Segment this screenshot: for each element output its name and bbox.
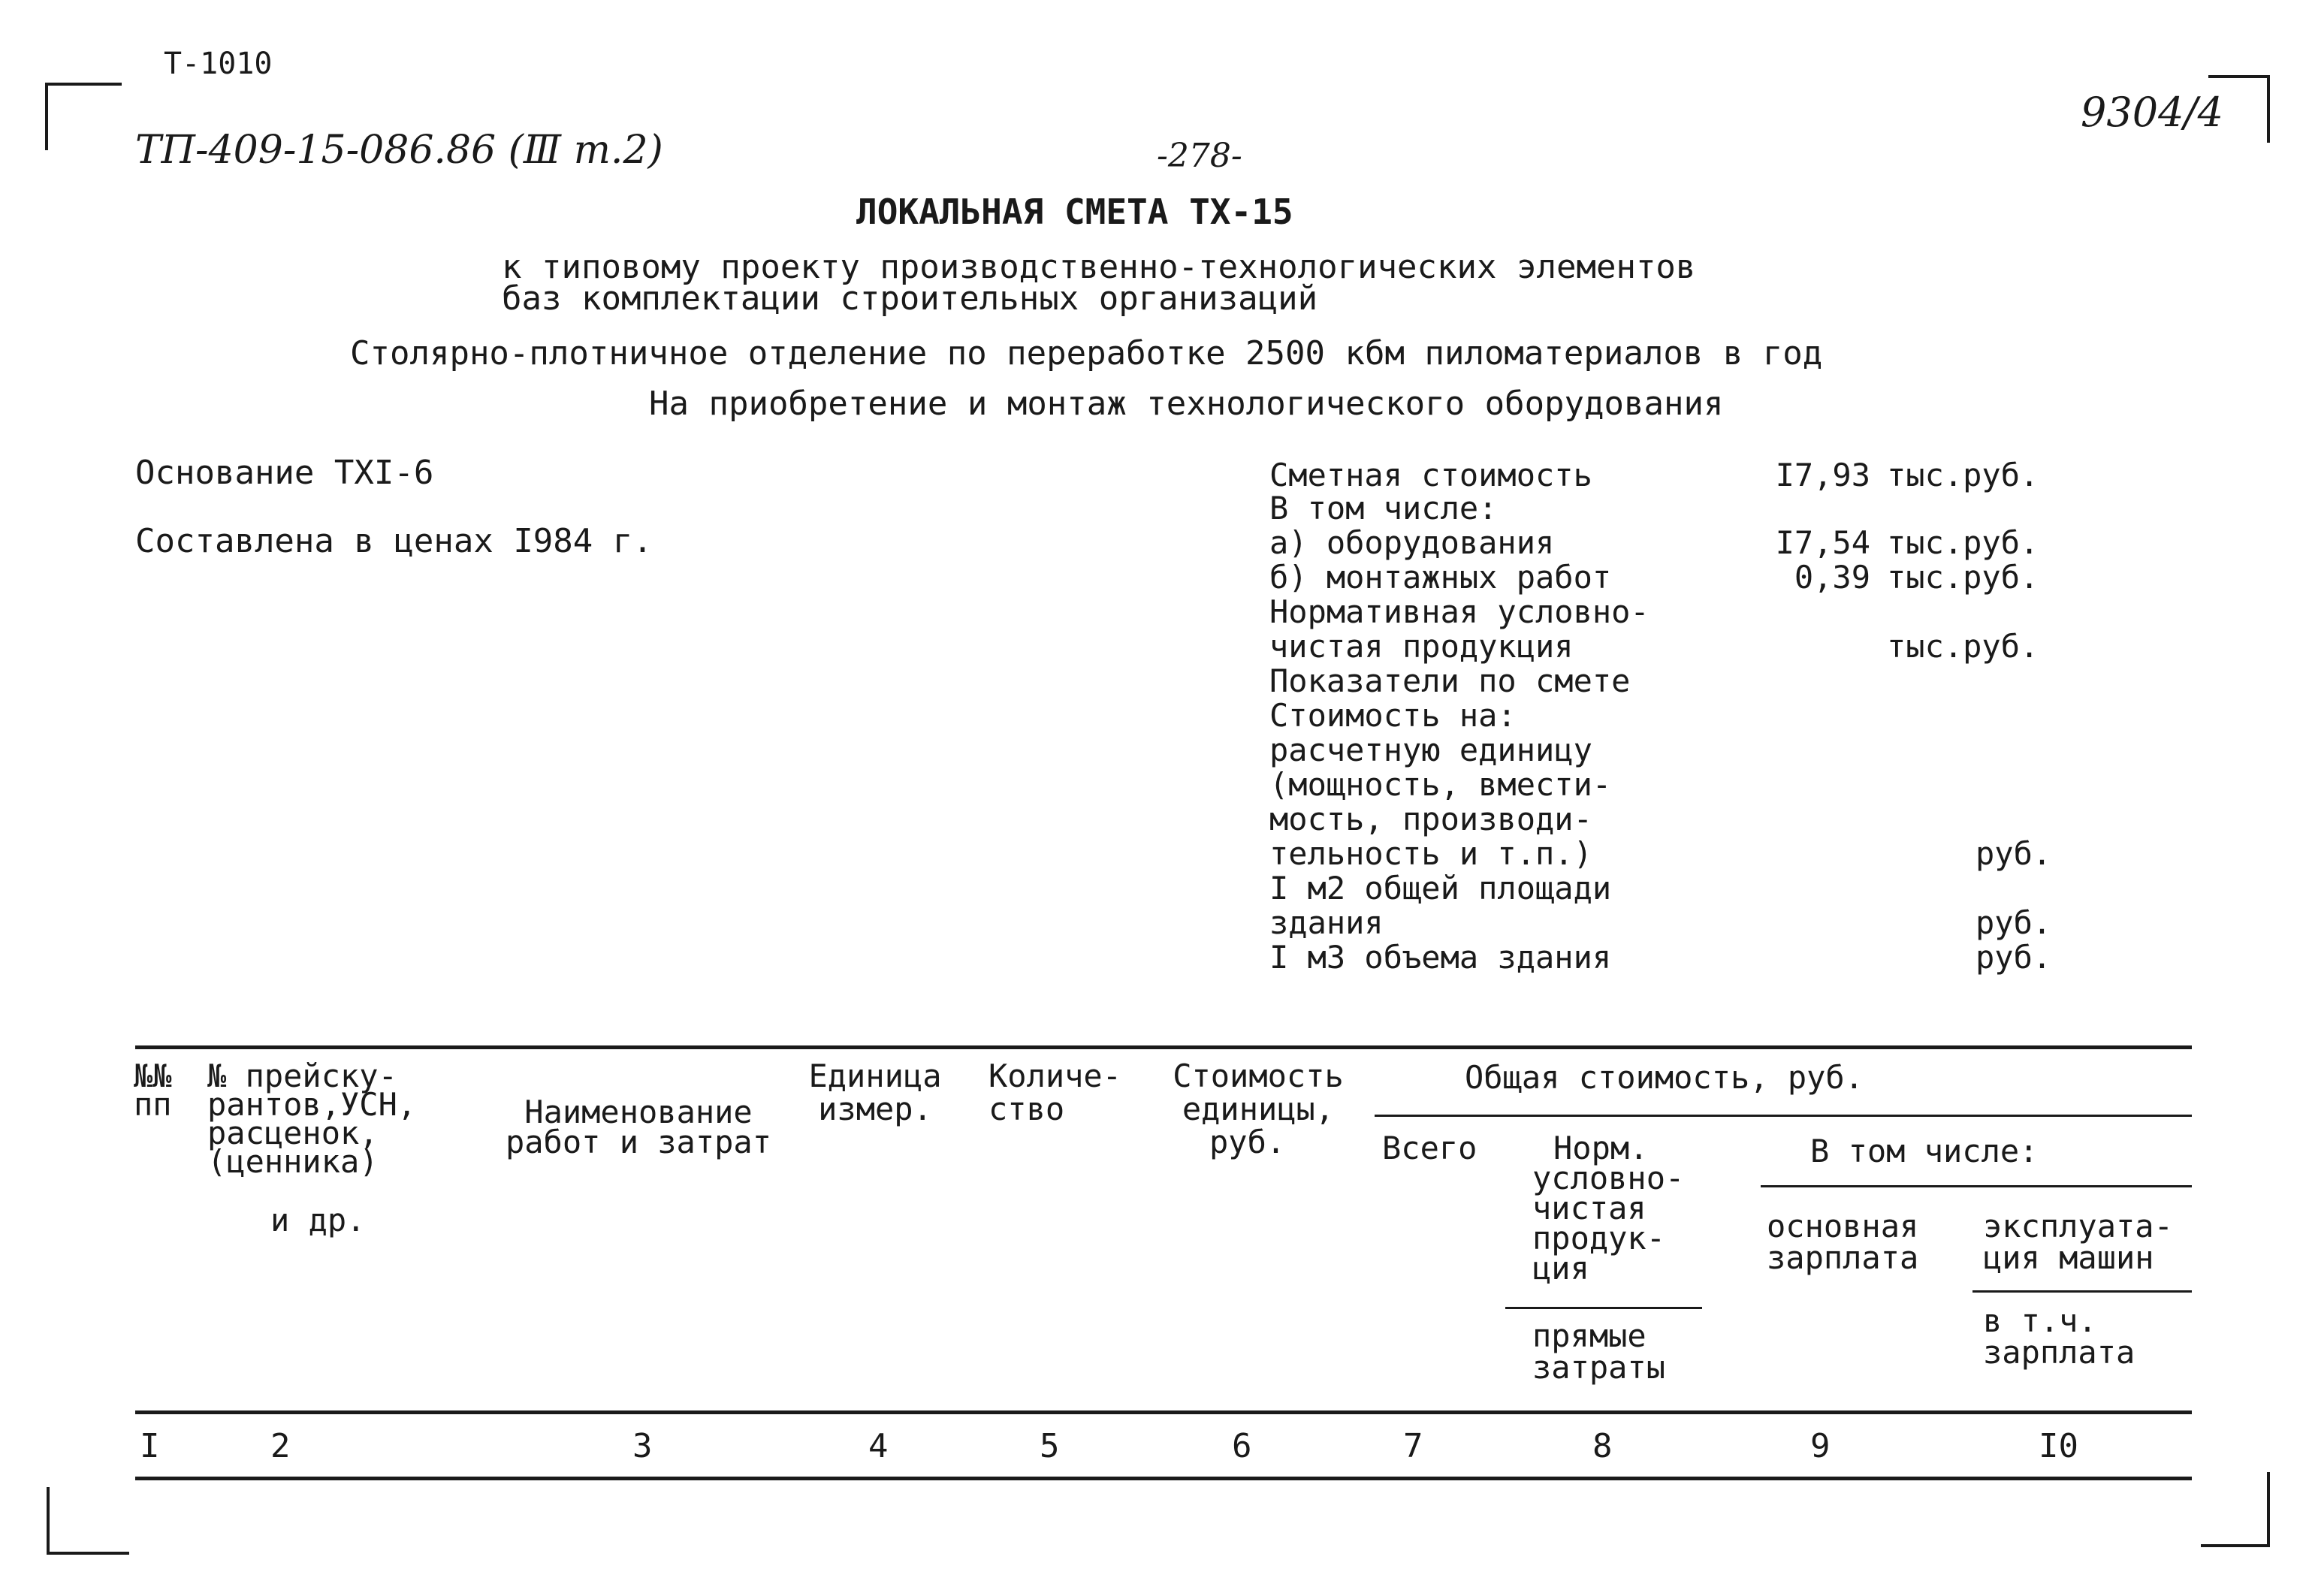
total-cost-underline: [1375, 1115, 2192, 1117]
purpose-line: На приобретение и монтаж технологического оборудования: [649, 385, 1724, 423]
normative-label-1: Нормативная условно-: [1269, 593, 1650, 630]
equipment-unit: тыс.руб.: [1887, 524, 2039, 561]
header-bottom-rule: [135, 1410, 2192, 1414]
indicators-label: Показатели по смете: [1269, 662, 1631, 699]
cost-per-label: Стоимость на:: [1269, 697, 1517, 734]
col8-header-top-line5: ция: [1532, 1250, 1589, 1287]
col1-header-line2: пп: [134, 1086, 172, 1123]
col6-header-line1: Стоимость: [1173, 1057, 1344, 1094]
inventory-number: 9304/4: [2081, 89, 2223, 136]
including-label: В том числе:: [1269, 490, 1498, 526]
col6-header-line3: руб.: [1209, 1124, 1286, 1160]
corner-mark-bottom-left-h: [47, 1552, 129, 1555]
column-number-8: 8: [1592, 1427, 1613, 1465]
corner-mark-bottom-left-v: [47, 1487, 50, 1555]
installation-unit: тыс.руб.: [1887, 559, 2039, 596]
col8-header-top-line1: Норм.: [1553, 1130, 1649, 1166]
estimated-cost-label: Сметная стоимость: [1269, 457, 1592, 493]
col7-header: Всего: [1382, 1130, 1477, 1166]
col8-header-top-line2: условно-: [1532, 1160, 1685, 1196]
col10-header-top-line1: эксплуата-: [1983, 1208, 2173, 1245]
col8-divider: [1505, 1307, 1702, 1309]
document-title: ЛОКАЛЬНАЯ СМЕТА ТХ-15: [856, 192, 1293, 232]
col2-header-line1: № прейску-: [207, 1057, 397, 1094]
subtitle-line-2: баз комплектации строительных организаций: [502, 279, 1318, 318]
corner-mark-bottom-right-v: [2267, 1472, 2270, 1547]
col6-header-line2: единицы,: [1182, 1091, 1335, 1127]
col10-header-bottom-line2: зарплата: [1983, 1334, 2135, 1371]
document-code: Т-1010: [164, 47, 273, 81]
col2-header-line2: рантов,УСН,: [207, 1086, 417, 1123]
column-number-10: I0: [2039, 1427, 2078, 1465]
unit-label-3: мость, производи-: [1269, 801, 1592, 837]
col3-header-line2: работ и затрат: [505, 1124, 771, 1160]
col8-header-bottom-line2: затраты: [1532, 1349, 1666, 1386]
area-label-2: здания: [1269, 904, 1384, 941]
corner-mark-top-right-h: [2208, 75, 2268, 78]
column-number-7: 7: [1403, 1427, 1423, 1465]
col5-header-line1: Количе-: [989, 1057, 1122, 1094]
equipment-value: I7,54: [1775, 524, 1870, 561]
area-unit: руб.: [1975, 904, 2052, 941]
installation-value: 0,39: [1794, 559, 1870, 596]
unit-unit: руб.: [1975, 835, 2052, 872]
normative-label-2: чистая продукция: [1269, 628, 1574, 665]
including-underline: [1761, 1185, 2192, 1187]
col5-header-line2: ство: [989, 1091, 1065, 1127]
corner-mark-top-left-h: [47, 83, 122, 86]
col2-header-line3: расценок,: [207, 1115, 379, 1151]
column-number-2: 2: [270, 1427, 291, 1465]
column-number-1: I: [140, 1427, 160, 1465]
col9-header-line1: основная: [1767, 1208, 1919, 1245]
col10-header-bottom-line1: в т.ч.: [1983, 1302, 2097, 1339]
col2-header-line5: и др.: [270, 1202, 366, 1238]
col4-header-line2: измер.: [818, 1091, 932, 1127]
project-reference: ТП-409-15-086.86 (Ⅲ т.2): [135, 128, 663, 173]
col8-header-top-line4: продук-: [1532, 1220, 1666, 1257]
page-number: -278-: [1157, 137, 1242, 175]
col9-header-line2: зарплата: [1767, 1239, 1919, 1276]
col8-header-bottom-line1: прямые: [1532, 1317, 1646, 1354]
col10-header-top-line2: ция машин: [1983, 1239, 2154, 1276]
col3-header-line1: Наименование: [524, 1094, 753, 1130]
area-label-1: I м2 общей площади: [1269, 870, 1612, 907]
unit-label-4: тельность и т.п.): [1269, 835, 1592, 872]
numbers-bottom-rule: [135, 1477, 2192, 1480]
volume-label: I м3 объема здания: [1269, 939, 1612, 976]
col10-divider: [1972, 1290, 2192, 1293]
estimated-cost-unit: тыс.руб.: [1887, 457, 2039, 493]
installation-label: б) монтажных работ: [1269, 559, 1612, 596]
estimated-cost-value: I7,93: [1775, 457, 1870, 493]
col4-header-line1: Единица: [808, 1057, 942, 1094]
subtitle-line-1: к типовому проекту производственно-технологических элементов: [502, 248, 1696, 286]
unit-label-1: расчетную единицу: [1269, 732, 1592, 768]
normative-unit: тыс.руб.: [1887, 628, 2039, 665]
volume-unit: руб.: [1975, 939, 2052, 976]
col2-header-line4: (ценника): [207, 1143, 379, 1180]
column-number-4: 4: [868, 1427, 889, 1465]
corner-mark-bottom-right-h: [2201, 1544, 2270, 1547]
column-number-5: 5: [1040, 1427, 1060, 1465]
basis-text: Основание ТХI-6: [135, 454, 434, 492]
col8-header-top-line3: чистая: [1532, 1190, 1646, 1226]
corner-mark-top-left-v: [45, 83, 48, 150]
unit-label-2: (мощность, вмести-: [1269, 766, 1612, 803]
column-number-3: 3: [632, 1427, 653, 1465]
table-top-rule: [135, 1045, 2192, 1049]
including-header: В том числе:: [1810, 1133, 2039, 1169]
column-number-6: 6: [1232, 1427, 1252, 1465]
col1-header-line1: №№: [134, 1057, 172, 1094]
object-line: Столярно-плотничное отделение по переработке 2500 кбм пиломатериалов в год: [350, 334, 1823, 373]
column-number-9: 9: [1810, 1427, 1831, 1465]
equipment-label: а) оборудования: [1269, 524, 1555, 561]
total-cost-header: Общая стоимость, руб.: [1465, 1059, 1864, 1096]
prices-text: Составлена в ценах I984 г.: [135, 522, 653, 560]
corner-mark-top-right-v: [2267, 75, 2270, 143]
